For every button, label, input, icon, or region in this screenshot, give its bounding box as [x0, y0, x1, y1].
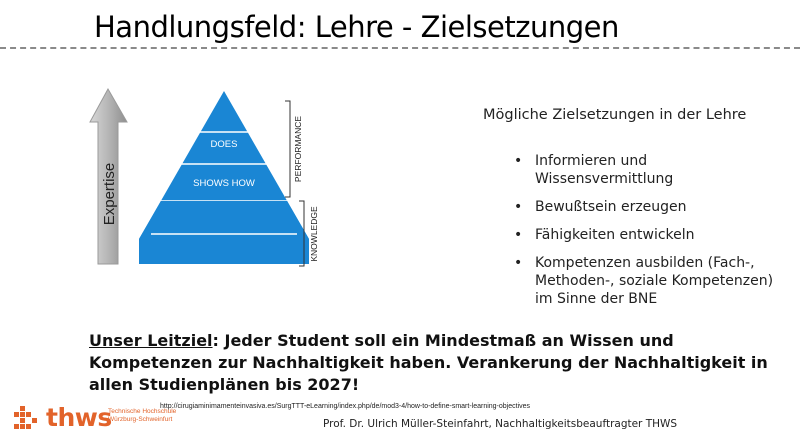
expertise-label: Expertise [101, 162, 118, 226]
thws-logo-mark [12, 404, 44, 436]
title-divider [0, 47, 800, 49]
bullet-text: Bewußtsein erzeugen [535, 199, 687, 215]
list-item [513, 198, 788, 216]
slide-title: Handlungsfeld: Lehre - Zielsetzungen [94, 10, 619, 44]
goals-list [513, 152, 788, 318]
bullet-text-line: Kompetenzen ausbilden (Fach-, [535, 255, 755, 271]
bullet-text: Informieren und Wissensvermittlung [535, 153, 674, 187]
logo-subline-1: Technische Hochschule [108, 408, 177, 415]
knowledge-label: KNOWLEDGE [309, 206, 319, 262]
level-shows-how: SHOWS HOW [193, 178, 255, 189]
list-item [513, 152, 788, 188]
miller-pyramid-diagram [85, 84, 345, 274]
logo-wordmark: thws [46, 403, 112, 432]
leitziel-statement [89, 330, 779, 396]
performance-bracket [285, 101, 303, 197]
bullet-dot: • [514, 153, 523, 169]
pyramid-base [139, 201, 309, 264]
source-link[interactable]: http://cirugiaminimamenteinvasiva.es/SurgTTT-eLearning/index.php/de/mod3-4/how-to-define-smart-learning-objectives [160, 403, 531, 410]
bullet-dot: • [514, 227, 523, 243]
list-item [513, 254, 788, 308]
expertise-arrow [90, 89, 127, 264]
author-credit: Prof. Dr. Ulrich Müller-Steinfahrt, Nachhaltigkeitsbeauftragter THWS [323, 418, 678, 430]
goals-intro: Mögliche Zielsetzungen in der Lehre [483, 107, 747, 123]
list-item [513, 226, 788, 244]
thws-logo [10, 402, 177, 438]
bullet-text: Fähigkeiten entwickeln [535, 227, 695, 243]
bullet-dot: • [514, 199, 523, 215]
leitziel-text: : Jeder Student soll ein Mindestmaß an Wissen und Kompetenzen zur Nachhaltigkeit haben. Verankerung der Nachhaltigkeit in allen Studienplänen bis 2027! [89, 331, 768, 394]
leitziel-label: Unser Leitziel [89, 331, 213, 350]
bullet-text-line: Methoden-, soziale Kompetenzen) [535, 273, 774, 289]
level-does: DOES [210, 139, 238, 150]
logo-subline-2: Würzburg-Schweinfurt [108, 416, 173, 423]
bullet-text-line: im Sinne der BNE [535, 291, 658, 307]
bullet-dot: • [514, 255, 523, 271]
performance-label: PERFORMANCE [293, 115, 303, 183]
